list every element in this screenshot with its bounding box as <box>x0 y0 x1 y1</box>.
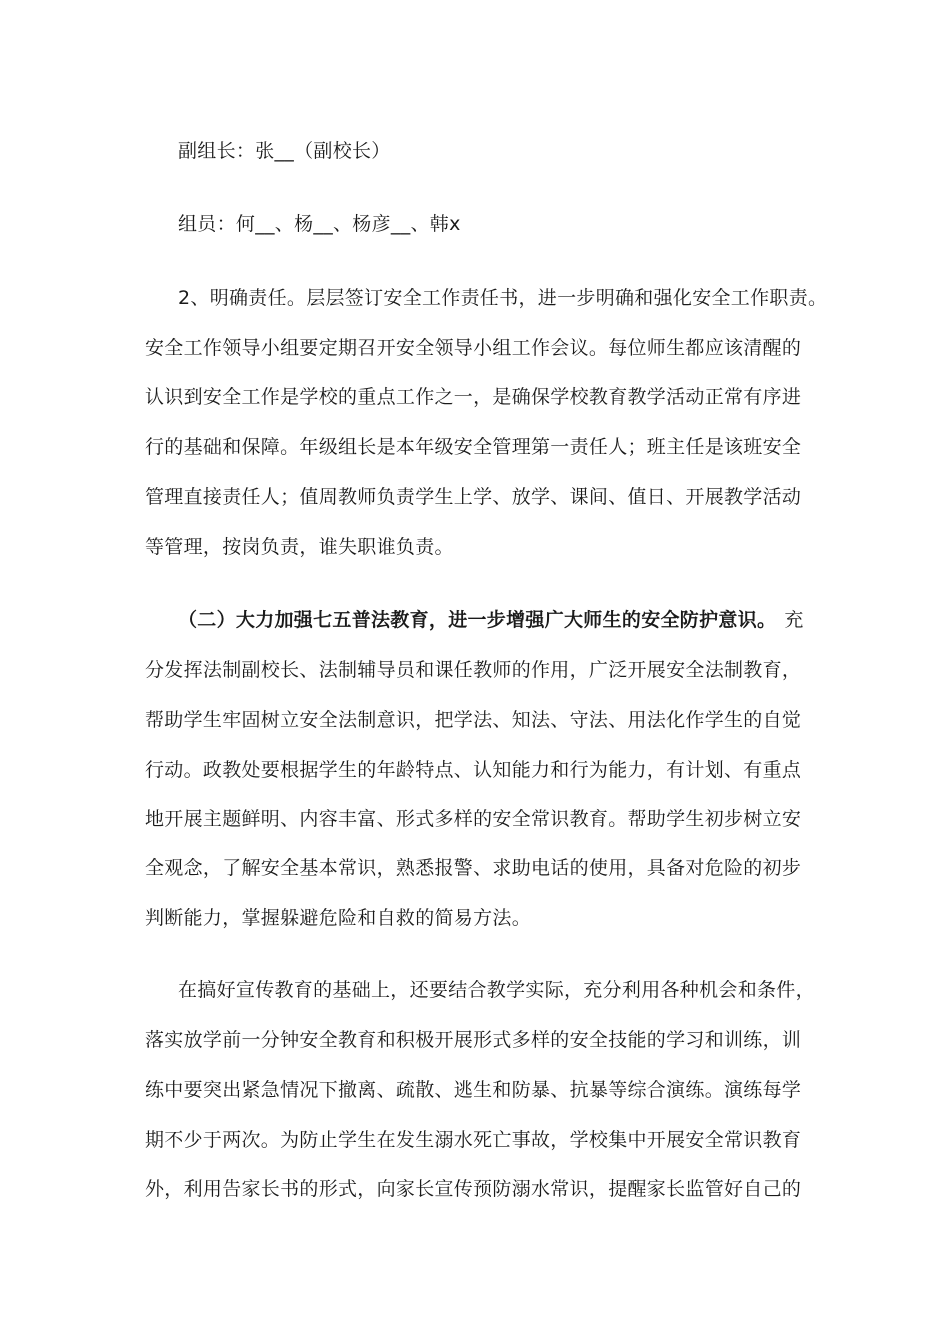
paragraph-line: 全观念，了解安全基本常识，熟悉报警、求助电话的使用，具备对危险的初步 <box>145 857 802 879</box>
paragraph-line: 地开展主题鲜明、内容丰富、形式多样的安全常识教育。帮助学生初步树立安 <box>145 808 802 830</box>
paragraph-line: 安全工作领导小组要定期召开安全领导小组工作会议。每位师生都应该清醒的 <box>145 337 802 359</box>
paragraph-line: 判断能力，掌握躲避危险和自救的简易方法。 <box>145 907 532 929</box>
paragraph-line: 分发挥法制副校长、法制辅导员和课任教师的作用，广泛开展安全法制教育， <box>145 659 802 681</box>
paragraph-line: 在搞好宣传教育的基础上，还要结合教学实际，充分利用各种机会和条件， <box>178 979 815 1001</box>
members-line: 组员：何__、杨__、杨彦__、韩x <box>178 213 461 235</box>
paragraph-line: 2、明确责任。层层签订安全工作责任书，进一步明确和强化安全工作职责。 <box>178 287 828 309</box>
paragraph-line: 帮助学生牢固树立安全法制意识，把学法、知法、守法、用法化作学生的自觉 <box>145 709 802 731</box>
paragraph-line: 行的基础和保障。年级组长是本年级安全管理第一责任人；班主任是该班安全 <box>145 436 802 458</box>
paragraph-line: 落实放学前一分钟安全教育和积极开展形式多样的安全技能的学习和训练，训 <box>145 1029 802 1051</box>
paragraph-line: 管理直接责任人；值周教师负责学生上学、放学、课间、值日、开展教学活动 <box>145 486 802 508</box>
deputy-leader-line: 副组长：张__（副校长） <box>178 140 391 162</box>
paragraph-line: 练中要突出紧急情况下撤离、疏散、逃生和防暴、抗暴等综合演练。演练每学 <box>145 1079 802 1101</box>
paragraph-line: 期不少于两次。为防止学生在发生溺水死亡事故，学校集中开展安全常识教育 <box>145 1129 802 1151</box>
paragraph-line: 等管理，按岗负责，谁失职谁负责。 <box>145 536 454 558</box>
section-heading: （二）大力加强七五普法教育，进一步增强广大师生的安全防护意识。 <box>178 609 777 631</box>
heading-continuation: 充 <box>784 609 804 631</box>
paragraph-line: 行动。政教处要根据学生的年龄特点、认知能力和行为能力，有计划、有重点 <box>145 759 802 781</box>
section-heading-line <box>178 607 868 633</box>
paragraph-line: 外，利用告家长书的形式，向家长宣传预防溺水常识，提醒家长监管好自己的 <box>145 1178 802 1200</box>
paragraph-line: 认识到安全工作是学校的重点工作之一，是确保学校教育教学活动正常有序进 <box>145 386 802 408</box>
